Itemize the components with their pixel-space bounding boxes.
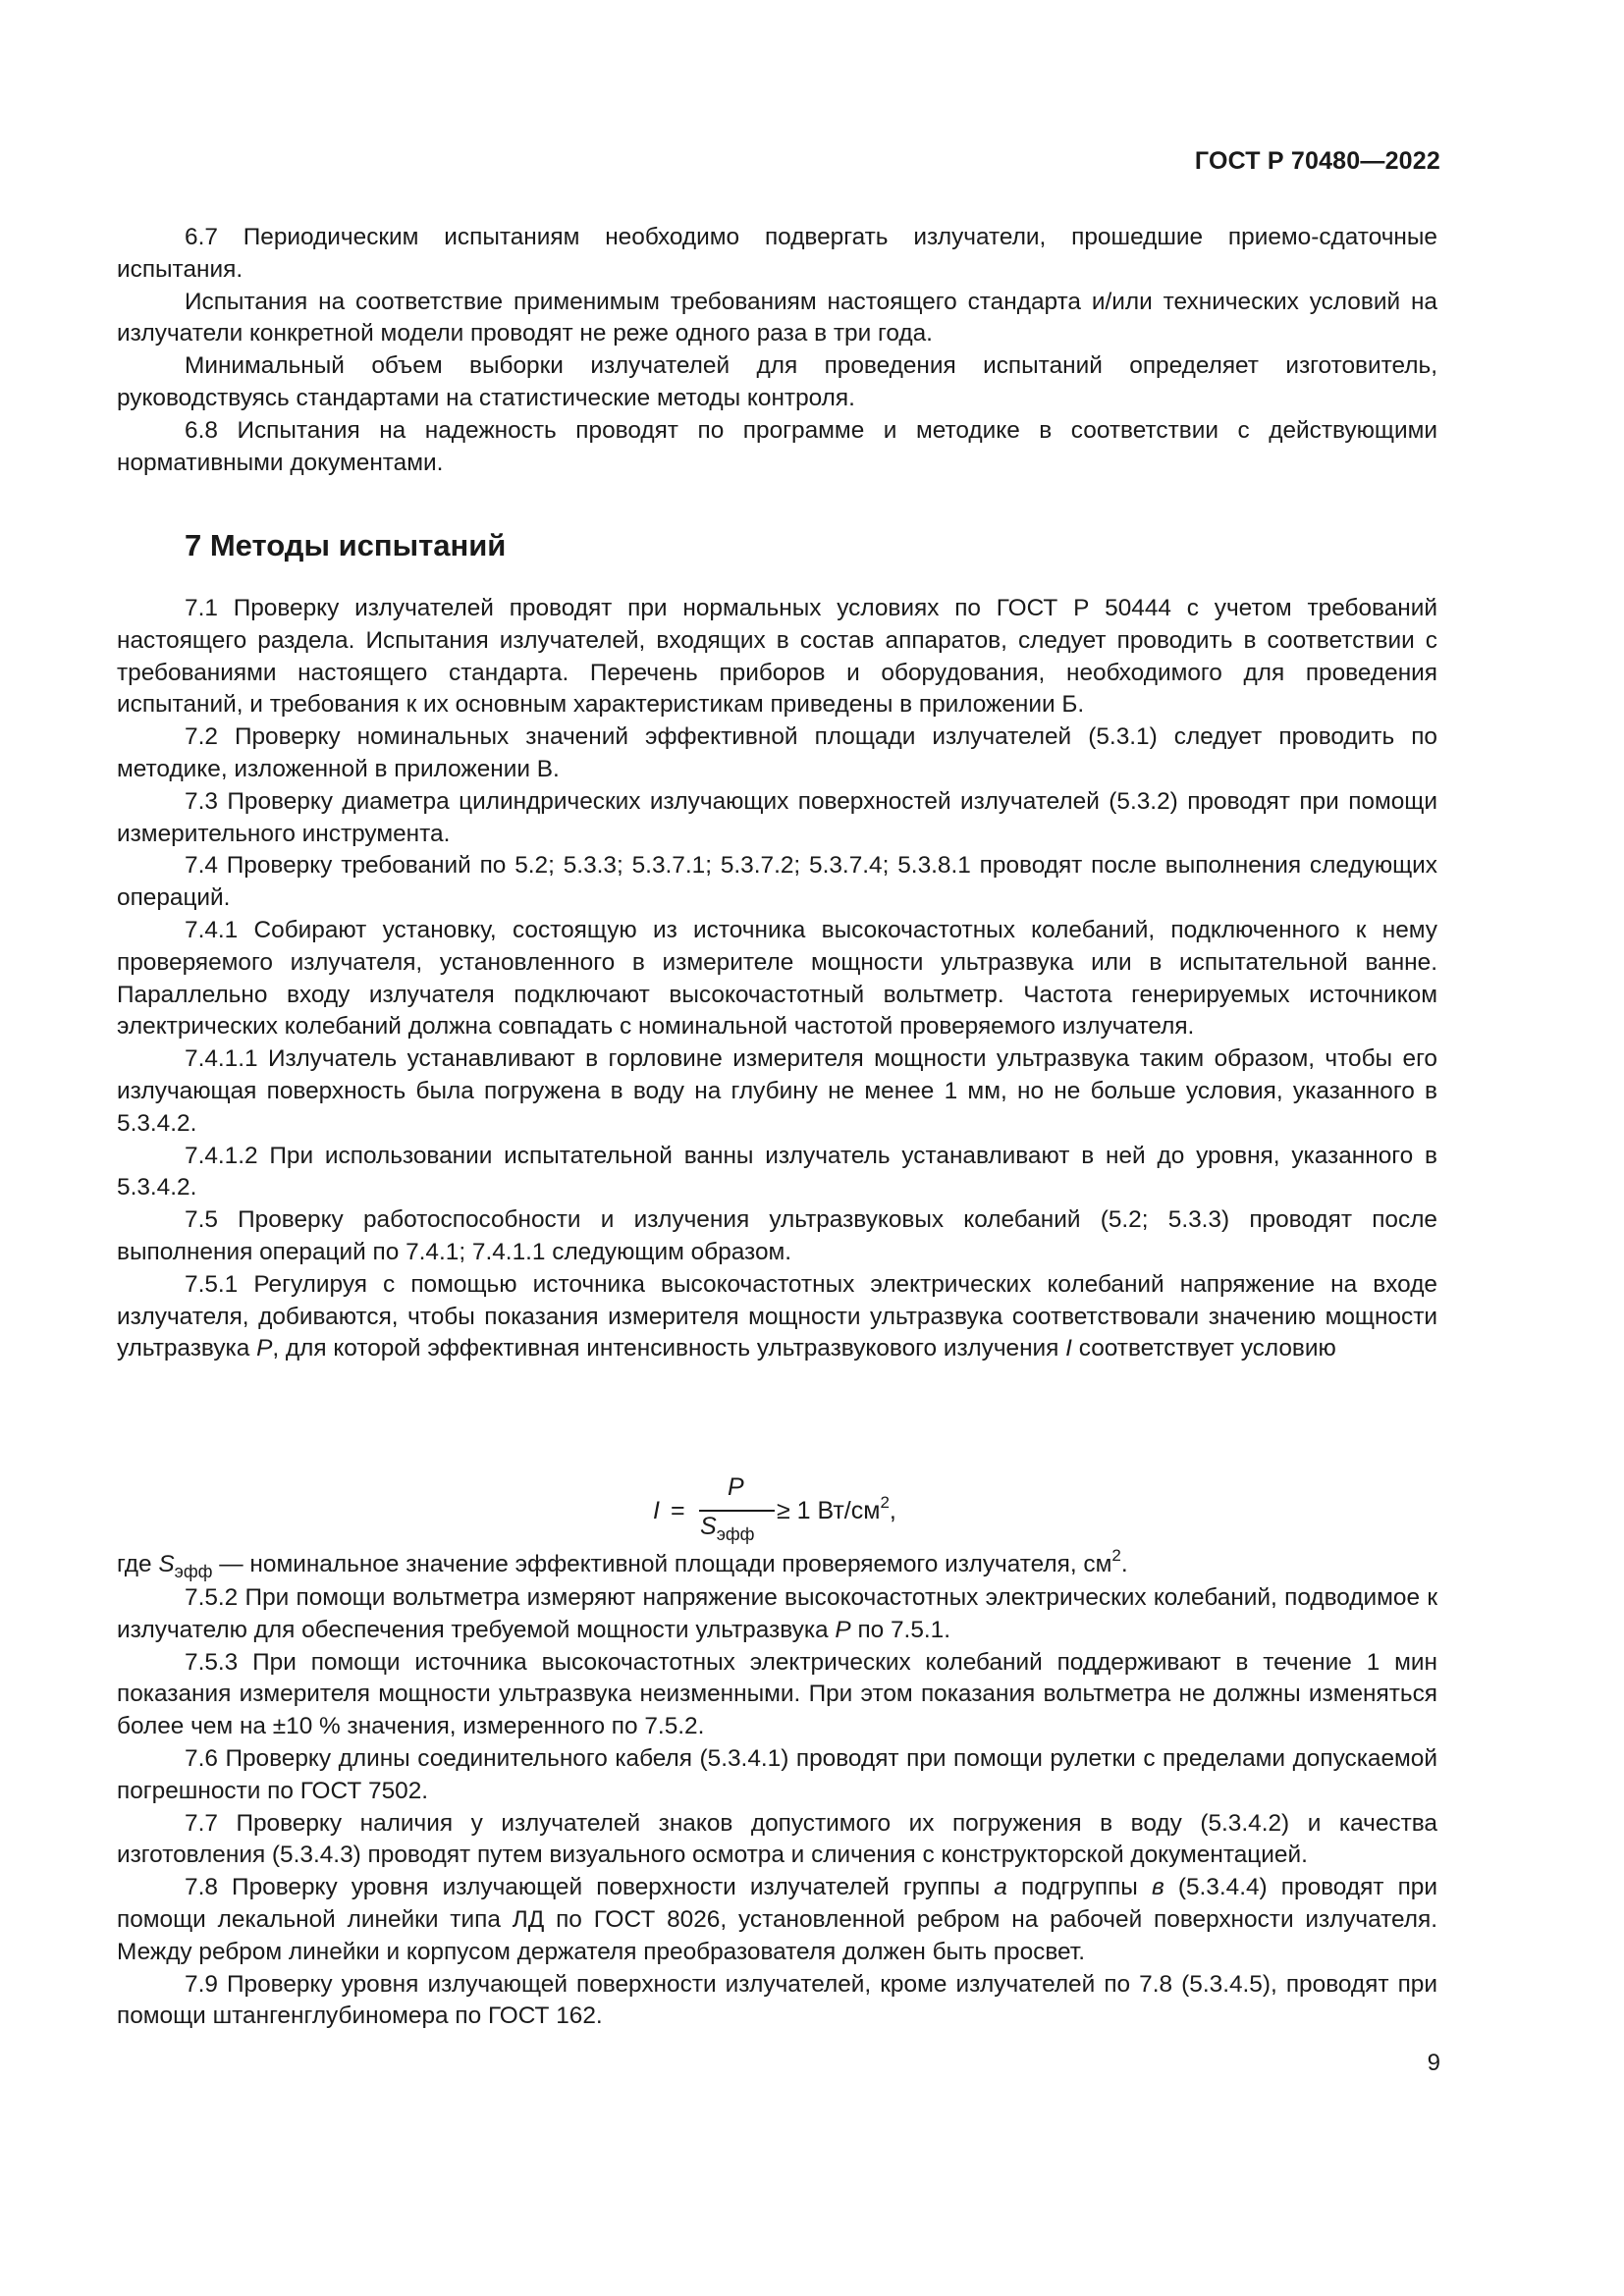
paragraph-7-6: 7.6 Проверку длины соединительного кабеля (5.3.4.1) проводят при помощи рулетки с пределами допускаемой погрешности по ГОСТ 7502. (117, 1744, 1437, 1804)
section-7-paragraphs-cont (117, 1582, 1437, 2033)
p78-subgroup: в (1151, 1874, 1164, 1901)
formula-tail: , (889, 1497, 896, 1524)
paragraph-7-7: 7.7 Проверку наличия у излучателей знаков допустимого их погружения в воду (5.3.4.2) и качества изготовления (5.3.4.3) проводят путем визуального осмотра и сличения с конструкторской документацией. (117, 1809, 1437, 1869)
p78-text-2: подгруппы (1006, 1874, 1152, 1901)
paragraph-7-4-1-2: 7.4.1.2 При использовании испытательной ванны излучатель устанавливают в ней до уровня, указанного в 5.3.4.2. (117, 1142, 1437, 1201)
intensity-formula (651, 1473, 965, 1552)
paragraph-7-4-1-1: 7.4.1.1 Излучатель устанавливают в горловине измерителя мощности ультразвука таким образом, чтобы его излучающая поверхность была погружена в воду на глубину не менее 1 мм, но не больше условия, указанного в 5.3.4.2. (117, 1045, 1437, 1137)
p751-text-2: , для которой эффективная интенсивность ультразвукового излучения (272, 1335, 1066, 1362)
paragraph-7-5-3: 7.5.3 При помощи источника высокочастотных электрических колебаний поддерживают в течение 1 мин показания измерителя мощности ультразвука неизменными. При этом показания вольтметра не должны изменяться более чем на ±10 % значения, измеренного по 7.5.2. (117, 1648, 1437, 1740)
where-var: S (158, 1551, 175, 1577)
p752-text-2: по 7.5.1. (850, 1616, 951, 1643)
fraction-line (699, 1510, 775, 1512)
formula-rhs-sup: 2 (880, 1493, 890, 1512)
formula-numerator: P (728, 1473, 744, 1501)
paragraph-7-4: 7.4 Проверку требований по 5.2; 5.3.3; 5.3.7.1; 5.3.7.2; 5.3.7.4; 5.3.8.1 проводят после выполнения следующих операций. (117, 852, 1437, 912)
where-sup: 2 (1111, 1546, 1121, 1565)
p751-text-1: 7.5.1 Регулируя с помощью источника высокочастотных электрических колебаний напряжение на входе излучателя, добиваются, чтобы показания измерителя мощности ультразвука соответствовали значению мощности ультразвука (117, 1270, 1437, 1362)
paragraph-7-5: 7.5 Проверку работоспособности и излучения ультразвуковых колебаний (5.2; 5.3.3) проводят после выполнения операций по 7.4.1; 7.4.1.1 следующим образом. (117, 1206, 1437, 1265)
p78-text-3: (5.3.4.4) проводят при помощи лекальной линейки типа ЛД по ГОСТ 8026, установленной ребром на рабочей поверхности излучателя. Между ребром линейки и корпусом держателя преобразователя должен быть просвет. (117, 1874, 1437, 1965)
paragraph-6-8: 6.8 Испытания на надежность проводят по программе и методике в соответствии с действующими нормативными документами. (117, 416, 1437, 476)
formula-where-clause (117, 1546, 1437, 1583)
p752-text-1: 7.5.2 При помощи вольтметра измеряют напряжение высокочастотных электрических колебаний, подводимое к излучателю для обеспечения требуемой мощности ультразвука (117, 1584, 1437, 1643)
where-end: . (1120, 1551, 1128, 1577)
paragraph-7-3: 7.3 Проверку диаметра цилиндрических излучающих поверхностей излучателей (5.3.2) проводят при помощи измерительного инструмента. (117, 787, 1437, 847)
p751-text-3: соответствует условию (1071, 1335, 1336, 1362)
formula-lhs: I (653, 1497, 660, 1524)
p751-var-p: P (256, 1335, 273, 1362)
p78-group: а (994, 1874, 1007, 1901)
paragraph-7-5-1 (117, 1269, 1437, 1365)
paragraph-6-7-sample: Минимальный объем выборки излучателей для проведения испытаний определяет изготовитель, руководствуясь стандартами на статистические методы контроля. (117, 352, 1437, 411)
paragraph-7-5-2 (117, 1582, 1437, 1647)
formula-rhs (777, 1493, 896, 1525)
where-sub: эфф (174, 1562, 213, 1581)
formula-denominator (700, 1513, 755, 1544)
where-text: — номинальное значение эффективной площади проверяемого излучателя, см (212, 1551, 1112, 1577)
where-prefix: где (117, 1551, 159, 1577)
formula-denominator-sub: эфф (716, 1524, 755, 1544)
p751-var-i: I (1065, 1335, 1072, 1362)
page-number: 9 (1427, 2050, 1440, 2076)
formula-denominator-var: S (700, 1513, 717, 1540)
section-title: 7 Методы испытаний (185, 528, 507, 562)
paragraph-6-7: 6.7 Периодическим испытаниям необходимо подвергать излучатели, прошедшие приемо-сдаточные испытания. (117, 224, 1437, 283)
paragraph-7-8 (117, 1872, 1437, 1968)
section-7-paragraphs (117, 593, 1437, 1365)
p752-var-p: P (835, 1616, 851, 1643)
paragraph-7-4-1: 7.4.1 Собирают установку, состоящую из источника высокочастотных колебаний, подключенного к нему проверяемого излучателя, установленного в измерителе мощности ультразвука или в испытательной ванне. Параллельно входу излучателя подключают высокочастотный вольтметр. Частота генерируемых источником электрических колебаний должна совпадать с номинальной частотой проверяемого излучателя. (117, 916, 1437, 1041)
section-6-paragraphs (117, 222, 1437, 479)
paragraph-7-9: 7.9 Проверку уровня излучающей поверхности излучателей, кроме излучателей по 7.8 (5.3.4.5), проводят при помощи штангенглубиномера по ГОСТ 162. (117, 1970, 1437, 2030)
paragraph-7-2: 7.2 Проверку номинальных значений эффективной площади излучателей (5.3.1) следует проводить по методике, изложенной в приложении В. (117, 723, 1437, 782)
document-code: ГОСТ Р 70480—2022 (1194, 147, 1440, 175)
p78-text-1: 7.8 Проверку уровня излучающей поверхности излучателей группы (185, 1874, 995, 1901)
formula-equals: = (671, 1497, 685, 1524)
paragraph-7-1: 7.1 Проверку излучателей проводят при нормальных условиях по ГОСТ Р 50444 с учетом требований настоящего раздела. Испытания излучателей, входящих в состав аппаратов, следует проводить в соответствии с требованиями настоящего стандарта. Перечень приборов и оборудования, необходимого для проведения испытаний, и требования к их основным характеристикам приведены в приложении Б. (117, 595, 1437, 719)
formula-rhs-text: ≥ 1 Вт/см (777, 1497, 881, 1524)
paragraph-6-7-tests: Испытания на соответствие применимым требованиям настоящего стандарта и/или технических условий на излучатели конкретной модели проводят не реже одного раза в три года. (117, 288, 1437, 347)
